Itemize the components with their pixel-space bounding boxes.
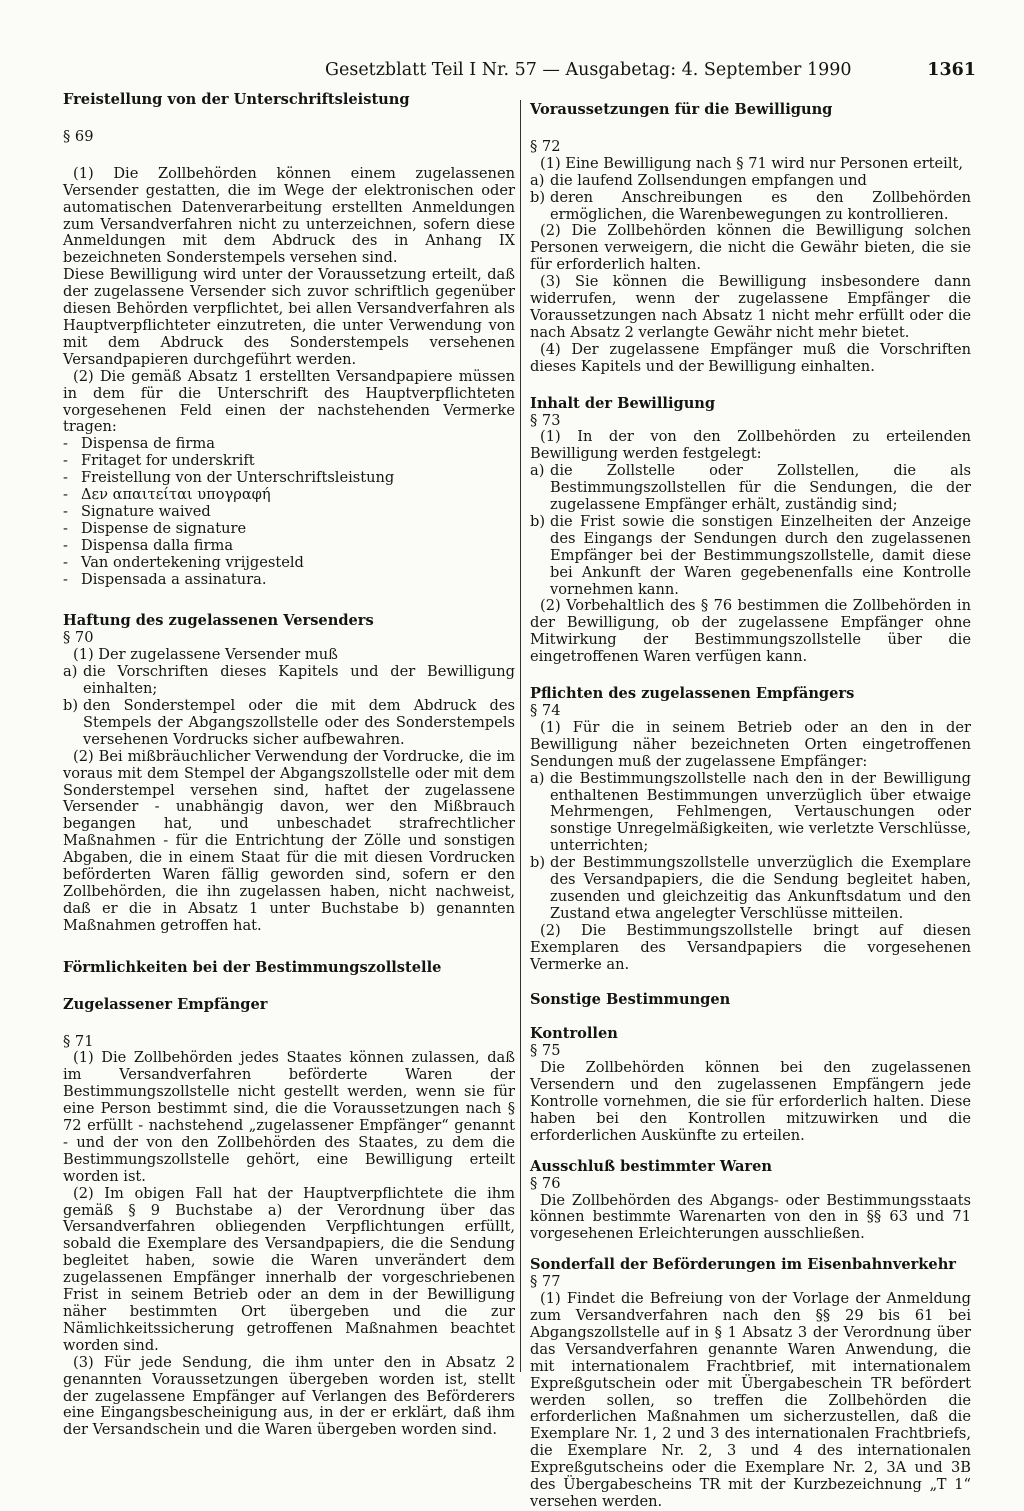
- para-75: Die Zollbehörden können bei den zugelassenen Versendern und den zugelassenen Empfängern jede Kontrolle vornehmen, die sie für erforderlich halten. Diese haben bei den Kontrollen mitzuwirken und die erforderlichen Auskünfte zu erteilen.: [530, 1059, 971, 1144]
- item-70-b: b) den Sonderstempel oder die mit dem Abdruck des Stempels der Abgangszollstelle oder des Sonderstempels versehenen Vordrucks sicher aufbewahren.: [63, 697, 515, 748]
- dash-item: - Dispensada a assinatura.: [63, 570, 267, 588]
- para-69-1: (1) Die Zollbehörden können einem zugelassenen Versender gestatten, die im Wege der elektronischen oder automatischen Datenverarbeitung erstellten Anmeldungen zum Versandverfahren nicht zu unterzeichnen, sofern diese Anmeldungen mit dem Abdruck des in Anhang IX bezeichneten Sonderstempels versehen sind.: [63, 164, 515, 267]
- section-75: § 75: [530, 1042, 561, 1060]
- heading-76: Ausschluß bestimmter Waren: [530, 1157, 773, 1175]
- section-77: § 77: [530, 1273, 561, 1291]
- para-70-2: (2) Bei mißbräuchlicher Verwendung der Vordrucke, die im voraus mit dem Stempel der Abgangszollstelle oder mit dem Sonderstempel versehen sind, haftet der zugelassene Versender - unabhängig davon, wer den Mißbrauch begangen hat, und unbeschadet strafrechtlicher Maßnahmen - für die Entrichtung der Zölle und sonstigen Abgaben, die in einem Staat für die mit diesen Vordrucken beförderten Waren fällig geworden sind, sofern er den Zollbehörden, die ihn zugelassen haben, nicht nachweist, daß er die in Absatz 1 unter Buchstabe b) genannten Maßnahmen getroffen hat.: [63, 747, 515, 934]
- para-77: (1) Findet die Befreiung von der Vorlage der Anmeldung zum Versandverfahren nach den §§ 29 bis 61 bei Abgangszollstelle auf in § 1 Absatz 3 der Verordnung über das Versandverfahren genannte Waren Anwendung, die mit internationalem Frachtbrief, mit internationalem Expreßgutschein oder mit Übergabeschein TR befördert werden sollen, so treffen die Zollbehörden die erforderlichen Maßnahmen um sicherzustellen, daß die Exemplare Nr. 1, 2 und 3 des internationalen Frachtbriefs, die Exemplare Nr. 2, 3 und 4 des internationalen Expreßgutscheins oder die Exemplare Nr. 2, 3A und 3B des Übergabescheins TR mit der Kurzbezeichnung „T 1“ versehen werden.: [530, 1290, 971, 1510]
- para-76: Die Zollbehörden des Abgangs- oder Bestimmungsstaats können bestimmte Warenarten von den in §§ 63 und 71 vorgesehenen Erleichterungen ausschließen.: [530, 1191, 971, 1243]
- item-70-a: a) die Vorschriften dieses Kapitels und der Bewilligung einhalten;: [63, 663, 515, 698]
- column-divider: [520, 100, 521, 1372]
- para-73-2: (2) Vorbehaltlich des § 76 bestimmen die Zollbehörden in der Bewilligung, ob der zugelassene Empfänger ohne Mitwirkung der Bestimmungszollstelle über die eingetroffenen Waren verfügen kann.: [530, 597, 971, 666]
- page-header: [0, 60, 1024, 86]
- heading-73: Inhalt der Bewilligung: [530, 394, 716, 412]
- para-69-1b: Diese Bewilligung wird unter der Voraussetzung erteilt, daß der zugelassene Versender sich zuvor schriftlich gegenüber diesen Behörden verpflichtet, bei allen Versandverfahren als Hauptverpflichteter einzutreten, die unter Verwendung von mit dem Abdruck des Sonderstempels versehenen Versandpapieren durchgeführt werden.: [63, 266, 515, 368]
- para-69-2: (2) Die gemäß Absatz 1 erstellten Versandpapiere müssen in dem für die Unterschrift des Hauptverpflichteten vorgesehenen Feld einen der nachstehenden Vermerke tragen:: [63, 367, 515, 436]
- section-76: § 76: [530, 1174, 561, 1192]
- item-72-a: a) die laufend Zollsendungen empfangen und: [530, 171, 867, 189]
- para-70-1: (1) Der zugelassene Versender muß: [73, 646, 338, 664]
- left-column: [63, 90, 515, 1439]
- item-73-b: b) die Frist sowie die sonstigen Einzelheiten der Anzeige des Eingangs der Sendungen durch den zugelassenen Empfänger bei der Bestimmungszollstelle, damit diese bei Ankunft der Waren gegebenenfalls eine Kontrolle vornehmen kann.: [530, 512, 971, 598]
- right-column: [530, 90, 971, 1511]
- para-73-1: (1) In der von den Zollbehörden zu erteilenden Bewilligung werden festgelegt:: [530, 428, 971, 463]
- section-70: § 70: [63, 629, 94, 647]
- item-73-a: a) die Zollstelle oder Zollstellen, die als Bestimmungszollstellen für die Sendungen, die der zugelassene Empfänger erhält, zuständig sind;: [530, 462, 971, 514]
- heading-sonstige: Sonstige Bestimmungen: [530, 990, 731, 1008]
- section-73: § 73: [530, 411, 561, 429]
- section-72: § 72: [530, 137, 561, 155]
- header-title: Gesetzblatt Teil I Nr. 57 — Ausgabetag: 4. September 1990: [325, 60, 852, 80]
- section-71: § 71: [63, 1032, 94, 1050]
- dash-item: - Δεν απαιτείται υπογραφή: [63, 486, 271, 504]
- para-72-1: (1) Eine Bewilligung nach § 71 wird nur Personen erteilt,: [540, 154, 964, 172]
- para-74-2: (2) Die Bestimmungszollstelle bringt auf diesen Exemplaren des Versandpapiers die vorgesehenen Vermerke an.: [530, 921, 971, 973]
- para-72-3: (3) Sie können die Bewilligung insbesondere dann widerrufen, wenn der zugelassene Empfänger die Voraussetzungen nach Absatz 1 nicht mehr erfüllt oder die nach Absatz 2 verlangte Gewähr nicht mehr bietet.: [530, 273, 971, 341]
- para-72-4: (4) Der zugelassene Empfänger muß die Vorschriften dieses Kapitels und der Bewilligung einhalten.: [530, 340, 971, 375]
- para-74-1: (1) Für die in seinem Betrieb oder an den in der Bewilligung näher bezeichneten Orten eingetroffenen Sendungen muß der zugelassene Empfänger:: [530, 718, 971, 770]
- dash-item: - Van ondertekening vrijgesteld: [63, 553, 304, 571]
- heading-77: Sonderfall der Beförderungen im Eisenbahnverkehr: [530, 1256, 956, 1274]
- section-74: § 74: [530, 702, 561, 719]
- heading-70: Haftung des zugelassenen Versenders: [63, 612, 374, 630]
- item-74-a: a) die Bestimmungszollstelle nach den in der Bewilligung enthaltenen Bestimmungen unverzüglich über etwaige Mehrmengen, Fehlmengen, Vertauschungen oder sonstige Unregelmäßigkeiten, wie verletzte Verschlüsse, unterrichten;: [530, 769, 971, 855]
- para-71-2: (2) Im obigen Fall hat der Hauptverpflichtete die ihm gemäß § 9 Buchstabe a) der Verordnung über das Versandverfahren obliegenden Verpflichtungen erfüllt, sobald die Exemplare des Versandpapiers, die die Sendung begleitet haben, sowie die Waren unverändert dem zugelassenen Empfänger innerhalb der vorgeschriebenen Frist in seinem Betrieb oder an dem in der Bewilligung näher bestimmten Ort übergeben und die zur Nämlichkeitssicherung getroffenen Maßnahmen beachtet worden sind.: [63, 1184, 515, 1354]
- dash-item: - Dispensa de firma: [63, 435, 215, 453]
- page-number: 1361: [927, 60, 976, 80]
- dash-list: [63, 436, 515, 588]
- section-69: § 69: [63, 127, 94, 145]
- para-72-2: (2) Die Zollbehörden können die Bewilligung solchen Personen verweigern, die nicht die Gewähr bieten, die sie für erforderlich halten.: [530, 222, 971, 274]
- item-72-b: b) deren Anschreibungen es den Zollbehörden ermöglichen, die Warenbewegungen zu kontrollieren.: [530, 188, 971, 223]
- para-71-3: (3) Für jede Sendung, die ihm unter den in Absatz 2 genannten Voraussetzungen übergeben worden ist, stellt der zugelassene Empfänger auf Verlangen des Beförderers eine Eingangsbescheinigung aus, in der er erklärt, daß ihm der Versandschein und die Waren übergeben worden sind.: [63, 1353, 515, 1439]
- heading-formlichkeiten: Förmlichkeiten bei der Bestimmungszollstelle: [63, 958, 442, 976]
- heading-74: Pflichten des zugelassenen Empfängers: [530, 685, 855, 703]
- heading-72: Voraussetzungen für die Bewilligung: [530, 101, 833, 118]
- heading-69: Freistellung von der Unterschriftsleistung: [63, 91, 410, 108]
- dash-item: - Signature waived: [63, 502, 211, 520]
- dash-item: - Dispensa dalla firma: [63, 536, 234, 554]
- dash-item: - Fritaget for underskrift: [63, 452, 255, 470]
- para-71-1: (1) Die Zollbehörden jedes Staates können zulassen, daß im Versandverfahren beförderte Waren der Bestimmungszollstelle nicht gestellt werden, wenn sie für eine Person bestimmt sind, die die Voraussetzungen nach § 72 erfüllt - nachstehend „zugelassener Empfänger“ genannt - und der von den Zollbehörden des Staates, zu dem die Bestimmungszollstelle gehört, eine Bewilligung erteilt worden ist.: [63, 1049, 515, 1185]
- dash-item: - Dispense de signature: [63, 519, 247, 537]
- heading-71: Zugelassener Empfänger: [63, 995, 268, 1013]
- heading-75: Kontrollen: [530, 1025, 618, 1043]
- item-74-b: b) der Bestimmungszollstelle unverzüglich die Exemplare des Versandpapiers, die die Sendung begleitet haben, zusenden und gleichzeitig das Ankunftsdatum und den Zustand etwa angelegter Verschlüsse mitteilen.: [530, 854, 971, 922]
- dash-item: - Freistellung von der Unterschriftsleistung: [63, 469, 395, 487]
